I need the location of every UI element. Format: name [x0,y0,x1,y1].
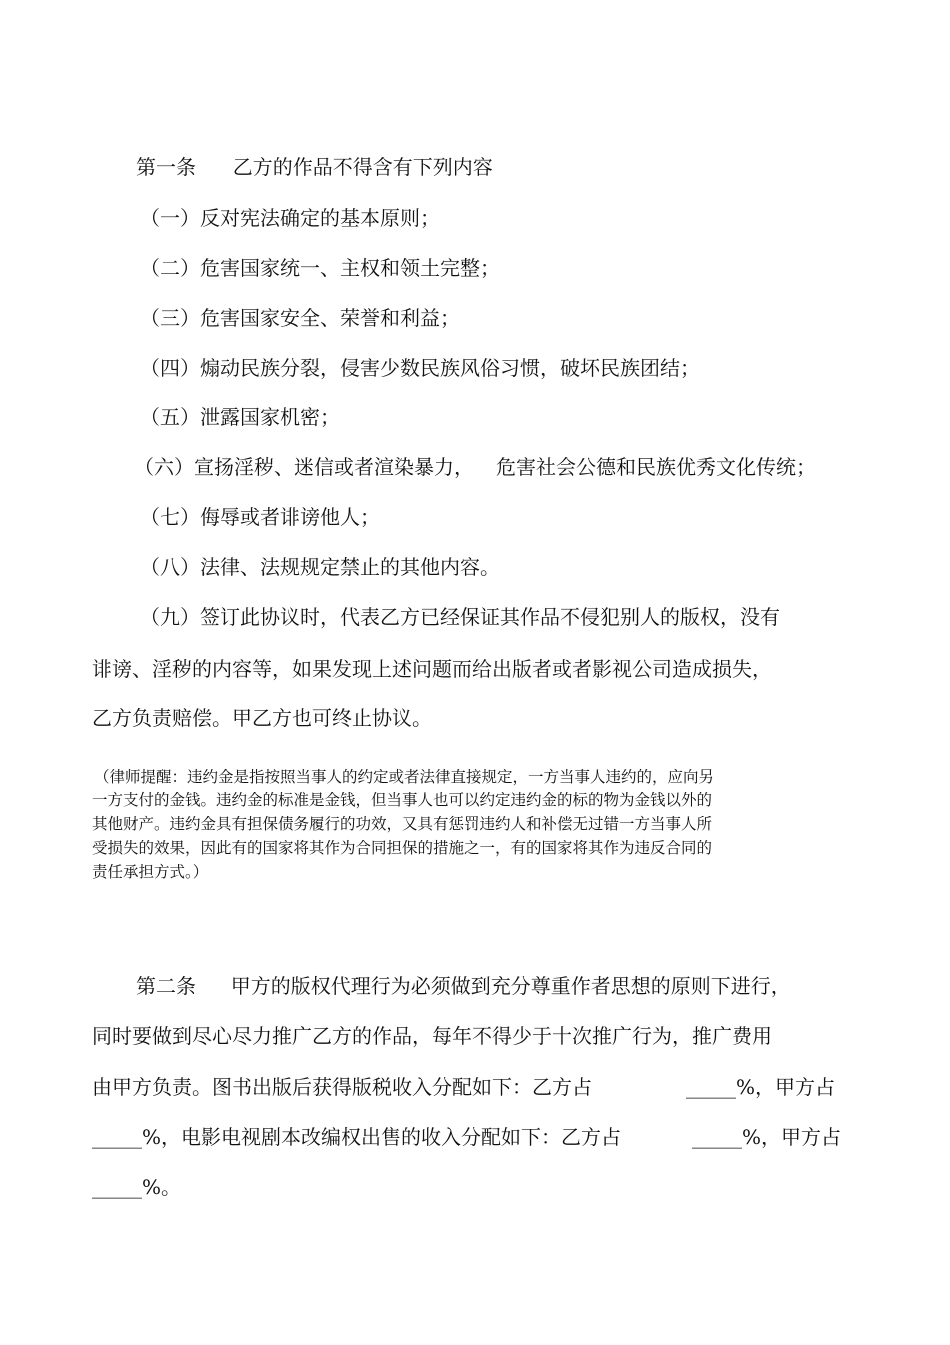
clause9-line-3: 乙方负责赔偿。甲乙方也可终止协议。 [92,706,432,730]
article1-number: 第一条 [136,155,196,179]
article1-item-5: （五）泄露国家机密； [140,405,340,429]
article2-line-4-text: _____%，电影电视剧本改编权出售的收入分配如下：乙方占 [92,1125,622,1149]
article1-item-6-part1: （六）宣扬淫秽、迷信或者渲染暴力， [134,455,474,479]
article1-item-4: （四）煽动民族分裂，侵害少数民族风俗习惯，破坏民族团结； [140,356,700,380]
article2-line-3 [0,1075,950,1099]
lawyer-note-line-4: 受损失的效果，因此有的国家将其作为合同担保的措施之一，有的国家将其作为违反合同的 [92,839,713,857]
article1-item-8: （八）法律、法规规定禁止的其他内容。 [140,555,500,579]
article1-item-1: （一）反对宪法确定的基本原则； [140,206,440,230]
article1-item-6 [134,455,816,479]
article1-heading [136,155,493,179]
article1-item-2: （二）危害国家统一、主权和领土完整； [140,256,500,280]
article2-line-3-text: 由甲方负责。图书出版后获得版税收入分配如下：乙方占 [92,1075,592,1099]
article2-line-4 [0,1125,950,1149]
lawyer-note-line-1: （律师提醒：违约金是指按照当事人的约定或者法律直接规定，一方当事人违约的，应向另 [94,768,715,786]
article1-item-7: （七）侮辱或者诽谤他人； [140,505,380,529]
clause9-line-2: 诽谤、淫秽的内容等，如果发现上述问题而给出版者或者影视公司造成损失， [92,657,772,681]
clause9-line-1: （九）签订此协议时，代表乙方已经保证其作品不侵犯别人的版权，没有 [140,605,780,629]
lawyer-note-line-5: 责任承担方式。） [92,863,209,881]
article2-number: 第二条 [136,974,196,998]
lawyer-note-line-2: 一方支付的金钱。违约金的标准是金钱，但当事人也可以约定违约金的标的物为金钱以外的 [92,791,713,809]
article1-title: 乙方的作品不得含有下列内容 [232,155,493,179]
lawyer-note-line-3: 其他财产。违约金具有担保债务履行的功效，又具有惩罚违约人和补偿无过错一方当事人所 [92,815,713,833]
author-adaptation-share-blank: _____%，甲方占 [692,1125,842,1149]
article1-item-3: （三）危害国家安全、荣誉和利益； [140,306,460,330]
article1-item-6-part2: 危害社会公德和民族优秀文化传统； [496,455,816,479]
article2-line-2: 同时要做到尽心尽力推广乙方的作品，每年不得少于十次推广行为，推广费用 [92,1024,772,1048]
article2-heading [136,974,791,998]
author-royalty-share-blank: _____%，甲方占 [686,1075,836,1099]
article2-line-1: 甲方的版权代理行为必须做到充分尊重作者思想的原则下进行， [230,974,791,998]
article2-line-5: _____%。 [92,1175,182,1199]
